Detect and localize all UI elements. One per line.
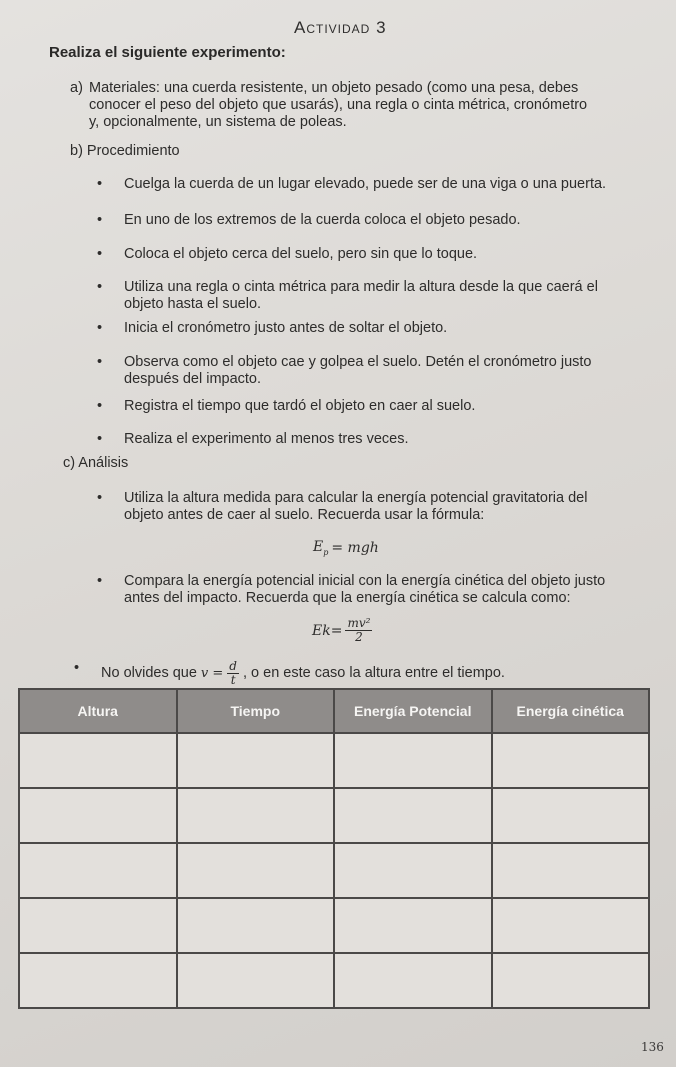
- table-cell[interactable]: [334, 788, 492, 843]
- table-row: [19, 788, 649, 843]
- header-tiempo: Tiempo: [177, 689, 335, 733]
- bullet-icon: •: [97, 320, 103, 336]
- analysis-item: • No olvides que v = $\frac{d}{t}$ , o en este caso la altura entre el tiempo.: [74, 659, 505, 687]
- bullet-icon: •: [97, 176, 103, 192]
- bullet-icon: •: [97, 573, 103, 589]
- materials-label: a): [70, 80, 83, 96]
- materials-line: conocer el peso del objeto que usarás), una regla o cinta métrica, cronómetro: [89, 97, 588, 113]
- table-cell[interactable]: [334, 898, 492, 953]
- table-cell[interactable]: [19, 733, 177, 788]
- bullet-icon: •: [97, 490, 103, 506]
- header-altura: Altura: [19, 689, 177, 733]
- table-cell[interactable]: [19, 788, 177, 843]
- bullet-icon: •: [97, 354, 103, 370]
- procedure-item: • Observa como el objeto cae y golpea el suelo. Detén el cronómetro justo después del impacto.: [97, 354, 592, 387]
- materials-line: Materiales: una cuerda resistente, un objeto pesado (como una pesa, debes: [89, 80, 579, 96]
- table-cell[interactable]: [177, 898, 335, 953]
- procedure-item: • Realiza el experimento al menos tres veces.: [97, 431, 409, 447]
- table-cell[interactable]: [19, 953, 177, 1008]
- table-cell[interactable]: [334, 733, 492, 788]
- header-energia-potencial: Energía Potencial: [334, 689, 492, 733]
- analysis-item: • Utiliza la altura medida para calcular la energía potencial gravitatoria del objeto antes de caer al suelo. Recuerda usar la fórmula:: [97, 490, 588, 523]
- table-cell[interactable]: [177, 733, 335, 788]
- procedure-item: • En uno de los extremos de la cuerda coloca el objeto pesado.: [97, 212, 521, 228]
- table-cell[interactable]: [177, 843, 335, 898]
- table-row: [19, 733, 649, 788]
- table-cell[interactable]: [492, 733, 650, 788]
- potential-energy-formula: $E_p$ = mgh: [313, 539, 379, 557]
- table-cell[interactable]: [492, 788, 650, 843]
- materials-line: y, opcionalmente, un sistema de poleas.: [89, 114, 347, 130]
- bullet-icon: •: [97, 212, 103, 228]
- page-number: 136: [641, 1040, 664, 1054]
- bullet-icon: •: [97, 431, 103, 447]
- table-row: [19, 843, 649, 898]
- table-cell[interactable]: [492, 898, 650, 953]
- bullet-icon: •: [97, 279, 103, 295]
- bullet-icon: •: [74, 660, 80, 676]
- procedure-item: • Inicia el cronómetro justo antes de soltar el objeto.: [97, 320, 448, 336]
- procedure-item: • Cuelga la cuerda de un lugar elevado, puede ser de una viga o una puerta.: [97, 176, 607, 192]
- analysis-label: c) Análisis: [63, 455, 129, 471]
- procedure-item: • Registra el tiempo que tardó el objeto en caer al suelo.: [97, 398, 476, 414]
- procedure-item: • Utiliza una regla o cinta métrica para medir la altura desde la que caerá el objeto hasta el suelo.: [97, 279, 598, 312]
- procedure-item: • Coloca el objeto cerca del suelo, pero sin que lo toque.: [97, 246, 478, 262]
- table-cell[interactable]: [492, 953, 650, 1008]
- table-row: [19, 953, 649, 1008]
- table-row: [19, 898, 649, 953]
- table-header-row: [19, 689, 649, 733]
- kinetic-energy-formula: Ek= $\frac{\text{mv²}}{2}$: [312, 616, 371, 644]
- table-cell[interactable]: [19, 843, 177, 898]
- table-cell[interactable]: [334, 843, 492, 898]
- table-cell[interactable]: [177, 788, 335, 843]
- table-cell[interactable]: [492, 843, 650, 898]
- materials-text: [89, 80, 587, 131]
- results-table: [18, 688, 650, 1009]
- table-cell[interactable]: [19, 898, 177, 953]
- analysis-item: • Compara la energía potencial inicial con la energía cinética del objeto justo antes del impacto. Recuerda que la energía cinética se calcula como:: [97, 573, 606, 606]
- activity-title: Actividad 3: [294, 18, 387, 37]
- procedure-label: b) Procedimiento: [70, 143, 180, 159]
- header-energia-cinetica: Energía cinética: [492, 689, 650, 733]
- bullet-icon: •: [97, 398, 103, 414]
- bullet-icon: •: [97, 246, 103, 262]
- instruction-heading: Realiza el siguiente experimento:: [49, 44, 286, 61]
- table-cell[interactable]: [177, 953, 335, 1008]
- table-cell[interactable]: [334, 953, 492, 1008]
